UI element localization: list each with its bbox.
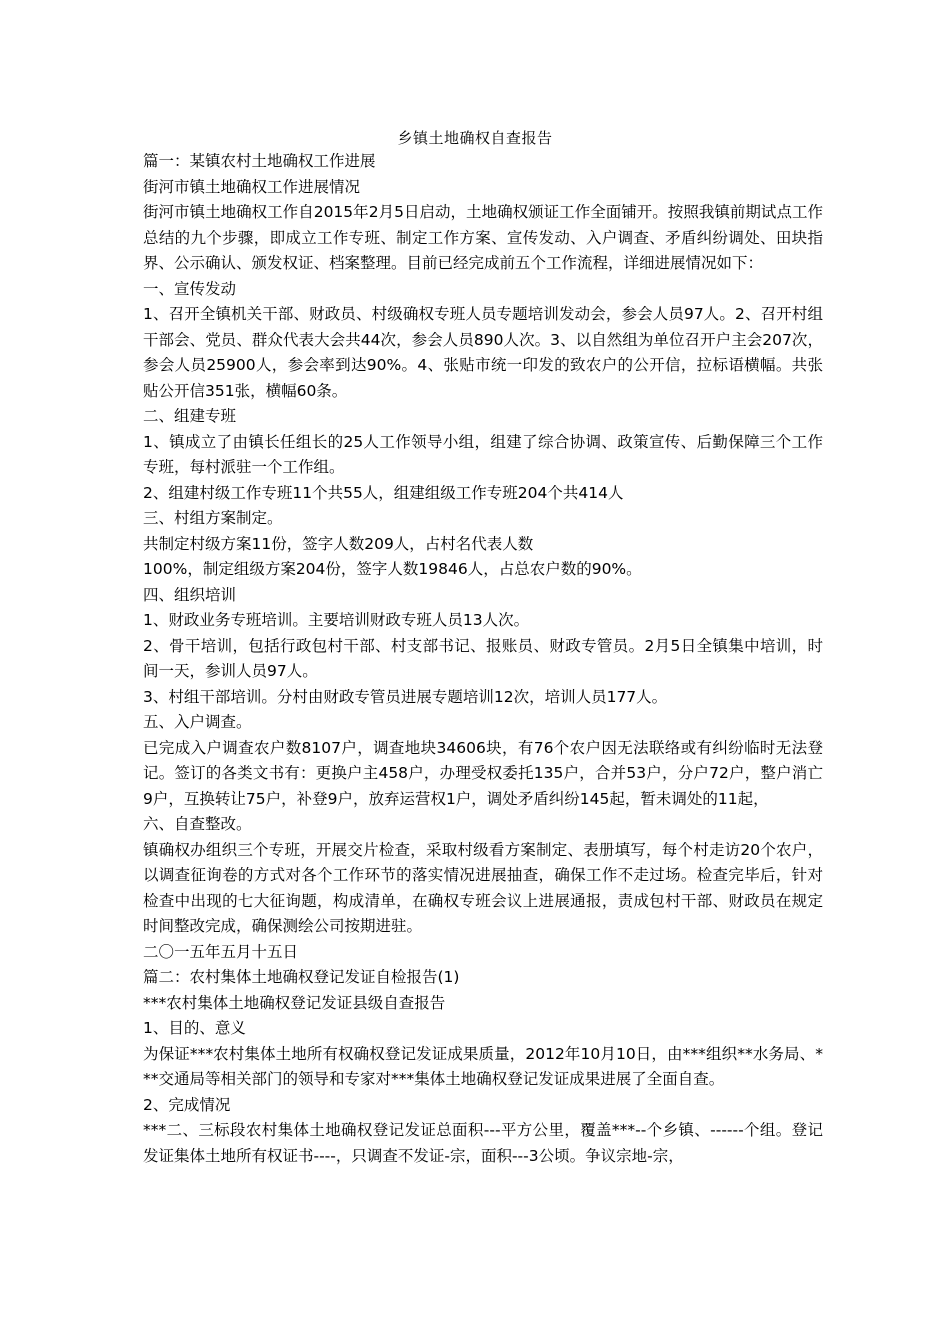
- paragraph-section-3: 三、村组方案制定。: [143, 509, 283, 527]
- paragraph-part1-heading: 篇一：某镇农村土地确权工作进展: [143, 152, 376, 170]
- paragraph-team-1: 1、镇成立了由镇长任组长的25人工作领导小组，组建了综合协调、政策宣传、后勤保障三个工作专班，每村派驻一个工作组。: [143, 432, 823, 476]
- paragraph-training-1: 1、财政业务专班培训。主要培训财政专班人员13人次。: [143, 611, 530, 629]
- paragraph-part2-subtitle: ***农村集体土地确权登记发证县级自查报告: [143, 993, 446, 1012]
- paragraph-status: ***二、三标段农村集体土地确权登记发证总面积---平方公里，覆盖***--个乡镇、------个组。登记发证集体土地所有权证书----，只调查不发证-宗，面积---3公顷。争议宗地-宗，: [143, 1121, 823, 1165]
- paragraph-section-6: 六、自查整改。: [143, 815, 252, 833]
- paragraph-inspection: 镇确权办组织三个专班，开展交片检查，采取村级看方案制定、表册填写，每个村走访20个农户，以调查征询卷的方式对各个工作环节的落实情况进展抽查，确保工作不走过场。检查完毕后，针对检查中出现的七大征询题，构成清单，在确权专班会议上进展通报，责成包村干部、财政员在规定时间整改完成，确保测绘公司按期进驻。: [143, 840, 823, 935]
- document-body: [143, 149, 823, 1169]
- paragraph-section-4: 四、组织培训: [143, 585, 237, 604]
- paragraph-plan-1: 共制定村级方案11份，签字人数209人，占村名代表人数: [143, 534, 534, 553]
- paragraph-survey: 已完成入户调查农户数8107户，调查地块34606块，有76个农户因无法联络或有纠纷临时无法登记。签订的各类文书有：更换户主458户，办理受权委托135户，合并53户，分户72户，整户消亡9户，互换转让75户，补登9户，放弃运营权1户，调处矛盾纠纷145起，暂未调处的11起，: [143, 738, 823, 808]
- paragraph-status-heading: 2、完成情况: [143, 1095, 231, 1114]
- paragraph-date: 二〇一五年五月十五日: [143, 942, 299, 961]
- paragraph-purpose-heading: 1、目的、意义: [143, 1019, 246, 1037]
- paragraph-section-5: 五、入户调查。: [143, 713, 252, 731]
- paragraph-publicity: 1、召开全镇机关干部、财政员、村级确权专班人员专题培训发动会，参会人员97人。2、召开村组干部会、党员、群众代表大会共44次，参会人员890人次。3、以自然组为单位召开户主会207次，参会人员25900人，参会率到达90%。4、张贴市统一印发的致农户的公开信，拉标语横幅。共张贴公开信351张，横幅60条。: [143, 305, 823, 400]
- paragraph-training-3: 3、村组干部培训。分村由财政专管员进展专题培训12次，培训人员177人。: [143, 687, 668, 706]
- paragraph-section-2: 二、组建专班: [143, 407, 237, 425]
- paragraph-intro: 街河市镇土地确权工作自2015年2月5日启动，土地确权颁证工作全面铺开。按照我镇前期试点工作总结的九个步骤，即成立工作专班、制定工作方案、宣传发动、入户调查、矛盾纠纷调处、田块指界、公示确认、颁发权证、档案整理。目前已经完成前五个工作流程，详细进展情况如下：: [143, 203, 823, 272]
- paragraph-training-2: 2、骨干培训，包括行政包村干部、村支部书记、报账员、财政专管员。2月5日全镇集中培训，时间一天，参训人员97人。: [143, 636, 823, 680]
- paragraph-team-2: 2、组建村级工作专班11个共55人，组建组级工作专班204个共414人: [143, 483, 624, 502]
- document-title: 乡镇土地确权自查报告: [397, 129, 553, 147]
- paragraph-section-1: 一、宣传发动: [143, 279, 237, 298]
- paragraph-purpose: 为保证***农村集体土地所有权确权登记发证成果质量，2012年10月10日，由***组织**水务局、***交通局等相关部门的领导和专家对***集体土地确权登记发证成果进展了全面自查。: [143, 1044, 823, 1088]
- paragraph-part2-heading: 篇二：农村集体土地确权登记发证自检报告(1): [143, 968, 460, 986]
- paragraph-plan-2: 100%，制定组级方案204份，签字人数19846人，占总农户数的90%。: [143, 560, 642, 578]
- paragraph-part1-subtitle: 街河市镇土地确权工作进展情况: [143, 177, 361, 196]
